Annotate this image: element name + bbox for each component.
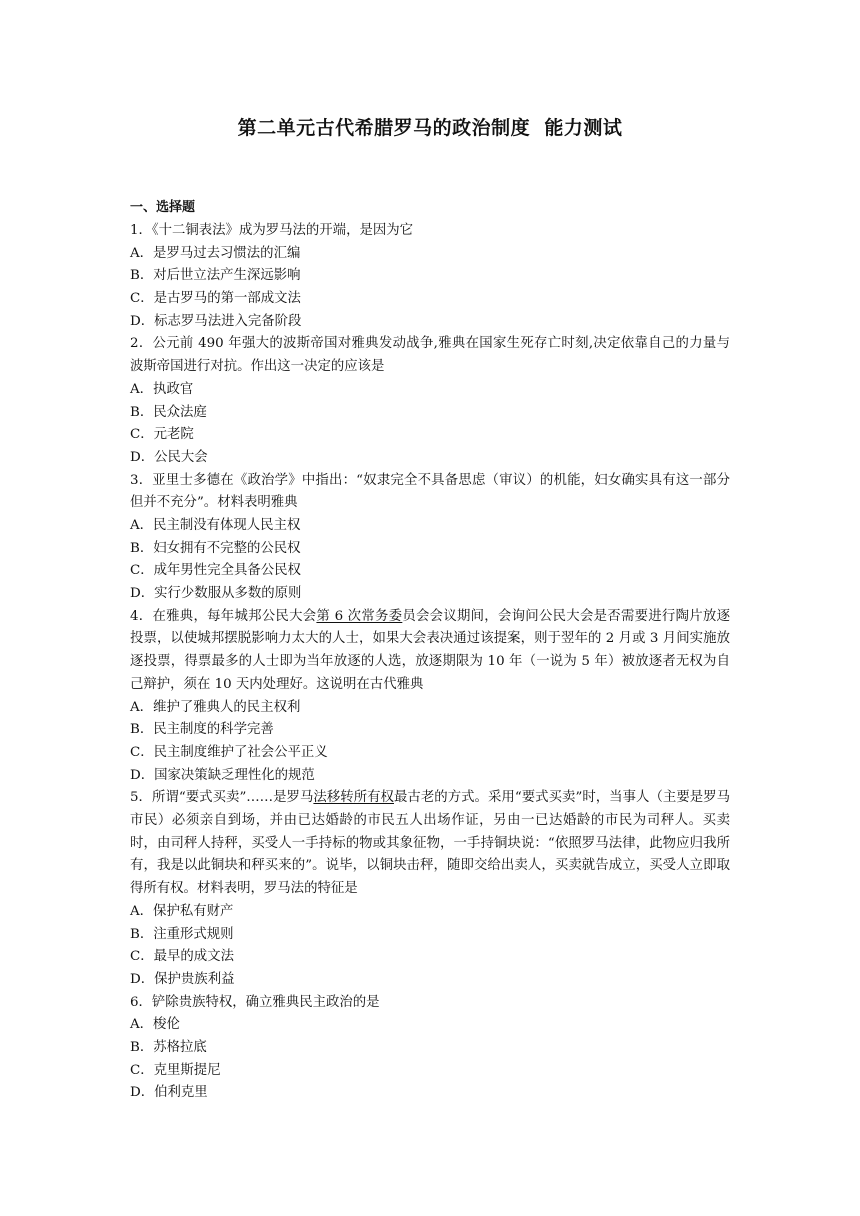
option-c: C．民主制度维护了社会公平正义	[130, 744, 328, 760]
option-d: D．标志罗马法进入完备阶段	[130, 313, 302, 329]
stem-text: 员会会议期间，会询问公民大会是否需要进行陶片放逐投票，以使城邦摆脱影响力太大的人士，如果大会表决通过该提案，则于翌年的 2 月或 3 月间实施放逐投票，得票最多的人士即为当年放逐的人选，放逐期限为 10 年（一说为 5 年）被放逐者无权为自己辩护，须在 10 天内处理好。这说明在古代雅典	[130, 608, 730, 692]
option-c: C．是古罗马的第一部成文法	[130, 291, 301, 307]
option-a: A．是罗马过去习惯法的汇编	[130, 245, 301, 261]
option-c: C．克里斯提尼	[130, 1062, 221, 1078]
option-a: A．梭伦	[130, 1017, 180, 1033]
stem-text: 最古老的方式。采用“要式买卖”时，当事人（主要是罗马市民）必须亲自到场，并由已达婚龄的市民五人出场作证，另由一已达婚龄的市民为司秤人。买卖时，由司秤人持秤，买受人一手持标的物或其象征物，一手持铜块说：“依照罗马法律，此物应归我所有，我是以此铜块和秤买来的”。说毕，以铜块击秤，随即交给出卖人，买卖就告成立，买受人立即取得所有权。材料表明，罗马法的特征是	[130, 790, 730, 897]
option-c: C．最早的成文法	[130, 949, 234, 965]
option-d: D．伯利克里	[130, 1085, 208, 1101]
question-stem	[130, 606, 730, 697]
stem-text: 5．所谓“要式买卖”……是罗马	[130, 790, 314, 806]
option-b: B．民主制度的科学完善	[130, 722, 274, 738]
option-b: B．民众法庭	[130, 404, 207, 420]
option-b: B．注重形式规则	[130, 926, 234, 942]
option-d: D．保护贵族利益	[130, 971, 235, 987]
option-b: B．妇女拥有不完整的公民权	[130, 540, 301, 556]
stem-text: 4．在雅典，每年城邦公民大会	[130, 608, 317, 624]
question-stem	[130, 787, 730, 901]
option-c: C．元老院	[130, 427, 194, 443]
question-stem: 3．亚里士多德在《政治学》中指出：“奴隶完全不具备思虑（审议）的机能，妇女确实具有这一部分但并不充分”。材料表明雅典	[130, 472, 730, 511]
underlined-phrase: 法移转所有权	[313, 790, 394, 806]
option-a: A．维护了雅典人的民主权利	[130, 699, 301, 715]
question-list	[130, 220, 730, 1105]
question-stem: 6．铲除贵族特权，确立雅典民主政治的是	[130, 994, 380, 1010]
option-a: A．执政官	[130, 381, 194, 397]
page-title: 第二单元古代希腊罗马的政治制度 能力测试	[237, 117, 623, 139]
question-stem: 1．《十二铜表法》成为罗马法的开端，是因为它	[130, 223, 414, 238]
option-d: D．实行少数服从多数的原则	[130, 586, 302, 602]
option-d: D．国家决策缺乏理性化的规范	[130, 767, 315, 783]
option-d: D．公民大会	[130, 449, 208, 465]
option-a: A．民主制没有体现人民主权	[130, 518, 301, 533]
option-b: B．苏格拉底	[130, 1039, 207, 1055]
option-c: C．成年男性完全具备公民权	[130, 563, 301, 579]
question-stem: 2．公元前 490 年强大的波斯帝国对雅典发动战争,雅典在国家生死存亡时刻,决定依靠自己的力量与波斯帝国进行对抗。作出这一决定的应该是	[130, 336, 730, 375]
underlined-phrase: 第 6 次常务委	[316, 608, 403, 624]
option-a: A．保护私有财产	[130, 903, 234, 919]
section-heading: 一、选择题	[130, 200, 196, 215]
option-b: B．对后世立法产生深远影响	[130, 268, 301, 284]
